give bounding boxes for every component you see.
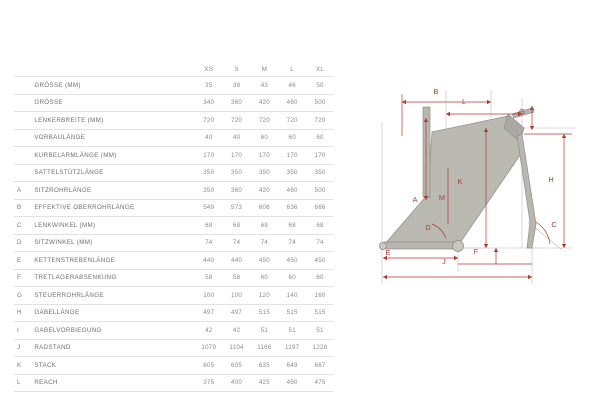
row-key: K: [17, 361, 22, 369]
row-value: 1197: [285, 344, 300, 352]
table-row: [14, 147, 334, 165]
row-label: STACK: [34, 361, 57, 369]
row-value: 38: [232, 81, 241, 89]
row-value: 68: [288, 221, 296, 229]
row-label: EFFEKTIVE OBERROHRLÄNGE: [34, 204, 135, 212]
row-value: 549: [203, 204, 215, 212]
table-row: [14, 357, 334, 375]
row-value: 100: [231, 291, 243, 299]
row-label: LENKERBREITE (MM): [34, 116, 104, 124]
table-header-row: [14, 62, 334, 77]
row-value: 667: [314, 361, 326, 369]
row-label: GRÖSSE: [34, 99, 63, 107]
row-key: [14, 147, 34, 165]
row-value: 450: [286, 256, 298, 264]
row-value: 170: [286, 151, 298, 159]
table-row: [14, 304, 334, 322]
row-key: [14, 94, 34, 112]
row-key: I: [17, 326, 19, 334]
row-value: 51: [260, 326, 269, 334]
dimension-label-c: C: [551, 220, 557, 229]
row-value: 42: [232, 326, 241, 334]
row-value: 51: [316, 326, 324, 334]
row-value: 68: [232, 221, 241, 229]
row-label: REACH: [34, 379, 58, 387]
row-key: [14, 77, 34, 95]
table-row: [14, 94, 334, 112]
row-value: 375: [203, 379, 215, 387]
row-label: LENKWINKEL (MM): [34, 221, 96, 229]
table-row: [14, 217, 334, 235]
row-value: 350: [203, 169, 215, 177]
row-value: 605: [231, 361, 243, 369]
table-head: [14, 62, 334, 77]
row-value: 497: [203, 309, 215, 317]
row-value: 170: [231, 151, 243, 159]
row-value: 43: [260, 81, 269, 89]
dimension-label-e: E: [385, 248, 391, 257]
dimension-label-m: M: [438, 193, 446, 202]
row-value: 360: [231, 186, 243, 194]
row-value: 140: [286, 291, 298, 299]
row-label: RADSTAND: [34, 344, 71, 352]
row-value: 350: [286, 169, 298, 177]
row-value: 666: [314, 204, 326, 212]
dimension-label-k: K: [457, 177, 463, 186]
row-key: [14, 112, 34, 130]
row-label: STEUERROHRLÄNGE: [34, 291, 104, 299]
row-key: L: [17, 379, 21, 387]
row-value: 475: [314, 379, 326, 387]
row-value: 460: [286, 186, 298, 194]
row-value: 58: [232, 274, 241, 282]
row-value: 500: [314, 186, 326, 194]
row-key: F: [17, 274, 22, 282]
header-size-m: M: [261, 65, 268, 73]
table-row: [14, 129, 334, 147]
row-value: 500: [314, 99, 326, 107]
row-value: 1166: [257, 344, 272, 352]
header-size-s: S: [234, 65, 239, 73]
row-label: GRÖSSE (MM): [34, 81, 81, 89]
row-value: 635: [258, 361, 270, 369]
row-value: 120: [258, 291, 270, 299]
row-value: 60: [260, 274, 269, 282]
row-value: 720: [203, 116, 215, 124]
row-label: SITZWINKEL (MM): [34, 239, 93, 247]
row-value: 160: [314, 291, 326, 299]
table-row: [14, 252, 334, 270]
row-key: B: [17, 204, 22, 212]
dimension-label-b: B: [433, 87, 439, 96]
row-value: 350: [231, 169, 243, 177]
row-value: 340: [203, 99, 215, 107]
table-row: [14, 339, 334, 357]
row-value: 425: [258, 379, 270, 387]
row-value: 60: [260, 134, 269, 142]
row-value: 440: [203, 256, 215, 264]
row-value: 450: [314, 256, 326, 264]
table-row: [14, 374, 334, 392]
row-value: 46: [288, 81, 296, 89]
table-row: [14, 199, 334, 217]
row-value: 60: [316, 274, 324, 282]
row-value: 35: [205, 81, 213, 89]
table-row: [14, 182, 334, 200]
row-value: 720: [286, 116, 298, 124]
row-value: 51: [288, 326, 296, 334]
row-key: J: [17, 344, 21, 352]
table-row: [14, 269, 334, 287]
dimension-label-d: D: [425, 223, 431, 232]
row-value: 360: [231, 99, 243, 107]
header-size-xl: XL: [315, 65, 325, 73]
dimension-label-g: G: [519, 107, 525, 116]
row-label: VORBAULÄNGE: [34, 134, 86, 142]
table-row: [14, 322, 334, 340]
row-value: 515: [314, 309, 326, 317]
row-label: GABELLÄNGE: [34, 309, 80, 317]
row-label: TRETLAGERABSENKUNG: [34, 274, 117, 282]
row-value: 649: [286, 361, 298, 369]
row-value: 74: [316, 239, 324, 247]
row-value: 606: [258, 204, 270, 212]
row-key: C: [17, 221, 22, 229]
header-key: [14, 62, 34, 77]
row-label: SATTELSTÜTZLÄNGE: [34, 169, 104, 177]
row-value: 1079: [201, 344, 217, 352]
row-value: 420: [258, 186, 270, 194]
row-label: GABELVORBIEGUNG: [34, 326, 102, 334]
header-size-xs: XS: [204, 65, 214, 73]
row-key: H: [17, 309, 22, 317]
header-size-l: L: [290, 65, 295, 73]
row-value: 720: [258, 116, 270, 124]
row-value: 450: [258, 256, 270, 264]
row-value: 100: [203, 291, 215, 299]
table-body: [14, 77, 334, 392]
row-value: 60: [316, 134, 324, 142]
row-key: E: [17, 256, 22, 264]
header-label: [34, 62, 195, 77]
table-row: [14, 287, 334, 305]
row-value: 58: [205, 274, 213, 282]
geometry-table: [14, 62, 334, 392]
dimension-label-f: F: [473, 247, 479, 256]
row-value: 1104: [229, 344, 244, 352]
row-value: 720: [231, 116, 243, 124]
row-value: 350: [314, 169, 326, 177]
row-value: 68: [316, 221, 324, 229]
row-key: [14, 164, 34, 182]
row-value: 170: [314, 151, 326, 159]
row-value: 497: [231, 309, 243, 317]
row-key: D: [17, 239, 22, 247]
row-value: 350: [203, 186, 215, 194]
row-key: G: [17, 291, 23, 299]
row-value: 605: [203, 361, 215, 369]
row-key: [14, 129, 34, 147]
row-label: KURBELARMLÄNGE (MM): [34, 151, 117, 159]
row-value: 170: [203, 151, 215, 159]
row-value: 74: [205, 239, 213, 247]
row-value: 720: [314, 116, 326, 124]
dimension-label-l: L: [461, 97, 467, 106]
row-value: 636: [286, 204, 298, 212]
dimension-label-j: J: [442, 257, 446, 266]
row-value: 40: [232, 134, 241, 142]
row-key: A: [17, 186, 22, 194]
row-value: 1228: [312, 344, 328, 352]
row-value: 515: [286, 309, 298, 317]
row-value: 40: [205, 134, 213, 142]
table-row: [14, 77, 334, 95]
row-value: 74: [260, 239, 269, 247]
row-value: 68: [260, 221, 269, 229]
row-value: 170: [258, 151, 270, 159]
row-label: SITZROHRLÄNGE: [34, 186, 92, 194]
table-row: [14, 234, 334, 252]
row-label: KETTENSTREBENLÄNGE: [34, 256, 116, 264]
row-value: 350: [258, 169, 270, 177]
dimension-label-h: H: [548, 175, 554, 184]
row-value: 74: [232, 239, 241, 247]
table-row: [14, 164, 334, 182]
row-value: 515: [258, 309, 270, 317]
dimension-label-a: A: [412, 195, 418, 204]
row-value: 60: [288, 134, 296, 142]
row-value: 573: [231, 204, 243, 212]
row-value: 420: [258, 99, 270, 107]
row-value: 450: [286, 379, 298, 387]
bike-geometry-diagram: [336, 72, 594, 302]
row-value: 400: [231, 379, 243, 387]
row-value: 60: [288, 274, 296, 282]
row-value: 68: [205, 221, 213, 229]
row-value: 460: [286, 99, 298, 107]
row-value: 50: [316, 81, 324, 89]
row-value: 440: [231, 256, 243, 264]
table-row: [14, 112, 334, 130]
row-value: 74: [288, 239, 296, 247]
row-value: 42: [205, 326, 213, 334]
